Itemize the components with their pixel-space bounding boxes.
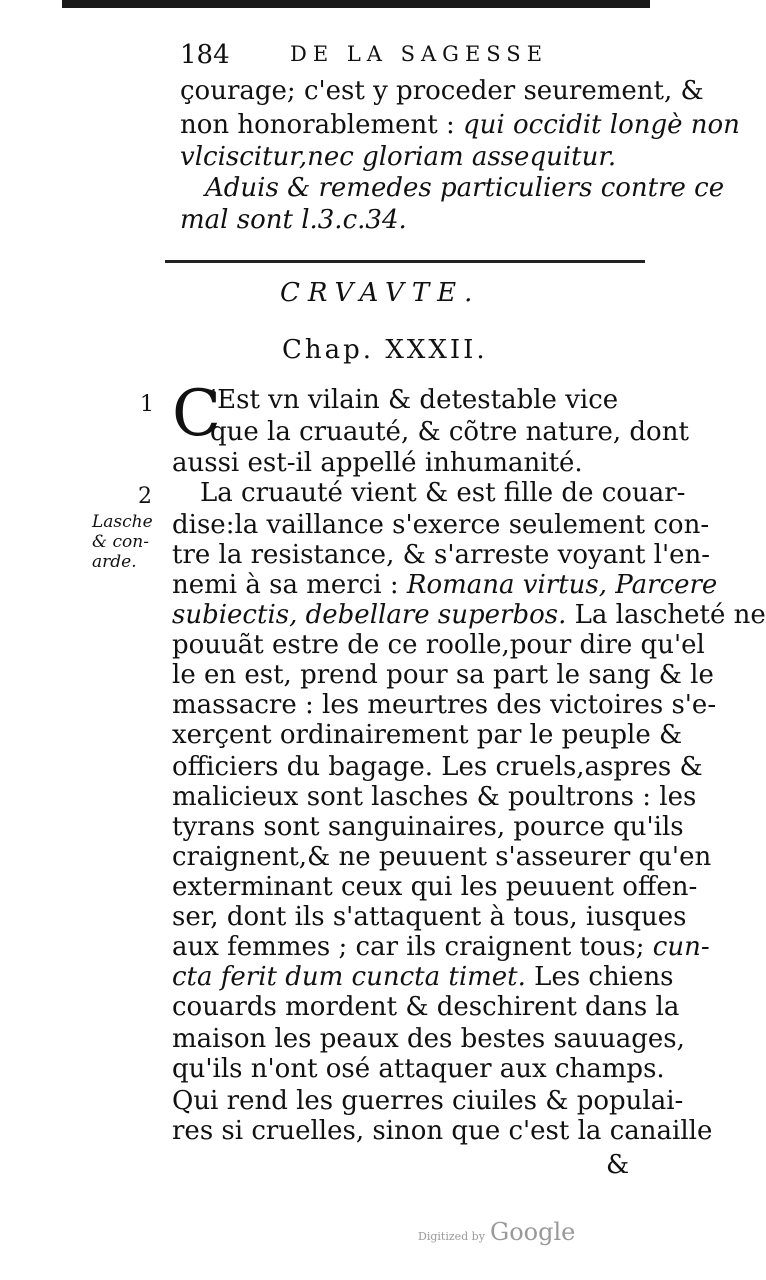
text-line: le en est, prend pour sa part le sang & le bbox=[172, 660, 714, 690]
text-line: aussi est-il appellé inhumanité. bbox=[172, 448, 583, 478]
text-line: craignent,& ne peuuent s'asseurer qu'en bbox=[172, 842, 712, 872]
digitized-watermark bbox=[418, 1218, 575, 1246]
text-line: cta ferit dum cuncta timet. Les chiens bbox=[172, 962, 674, 992]
text-line: malicieux sont lasches & poultrons : les bbox=[172, 782, 697, 812]
text-line: qu'ils n'ont osé attaquer aux champs. bbox=[172, 1054, 665, 1084]
running-header bbox=[180, 40, 635, 76]
text-line: tyrans sont sanguinaires, pource qu'ils bbox=[172, 812, 684, 842]
text-line: res si cruelles, sinon que c'est la canaille bbox=[172, 1116, 713, 1146]
page-number: 184 bbox=[180, 40, 230, 70]
text-line: couards mordent & deschirent dans la bbox=[172, 992, 680, 1022]
text-line: ser, dont ils s'attaquent à tous, iusques bbox=[172, 902, 687, 932]
text-line: maison les peaux des bestes sauuages, bbox=[172, 1024, 685, 1054]
text-line: exterminant ceux qui les peuuent offen- bbox=[172, 872, 698, 902]
text-line: pouuãt estre de ce roolle,pour dire qu'el bbox=[172, 630, 705, 660]
text-line: massacre : les meurtres des victoires s'e- bbox=[172, 690, 717, 720]
scan-edge-bar bbox=[62, 0, 650, 8]
section-rule bbox=[165, 260, 645, 263]
text-line: dise:la vaillance s'exerce seulement con- bbox=[172, 510, 710, 540]
text-line: officiers du bagage. Les cruels,aspres & bbox=[172, 752, 703, 782]
text-line: Qui rend les guerres ciuiles & populai- bbox=[172, 1086, 684, 1116]
text-line: 'Est vn vilain & detestable vice bbox=[210, 385, 619, 415]
running-title: DE LA SAGESSE bbox=[290, 42, 549, 66]
margin-note: Lasche & con- arde. bbox=[92, 512, 153, 572]
text-line: subiectis, debellare superbos. La lascheté ne bbox=[172, 600, 766, 630]
text-line: vlciscitur,nec gloriam assequitur. bbox=[180, 142, 617, 172]
watermark-prefix: Digitized by bbox=[418, 1230, 485, 1243]
advice-line: Aduis & remedes particuliers contre ce bbox=[205, 173, 725, 203]
chapter-number: Chap. XXXII. bbox=[282, 335, 488, 365]
paragraph-number: 2 bbox=[138, 484, 152, 509]
chapter-title: CRVAVTE. bbox=[280, 278, 481, 308]
text-line: nemi à sa merci : Romana virtus, Parcere bbox=[172, 570, 718, 600]
advice-line: mal sont l.3.c.34. bbox=[180, 205, 407, 235]
drop-cap: C bbox=[172, 377, 221, 451]
text-line: non honorablement : qui occidit longè non bbox=[180, 110, 740, 140]
text-line: La cruauté vient & est fille de couar- bbox=[200, 478, 686, 508]
google-logo: Google bbox=[490, 1218, 576, 1246]
text-line: xerçent ordinairement par le peuple & bbox=[172, 720, 683, 750]
catchword: & bbox=[606, 1150, 630, 1180]
text-line: tre la resistance, & s'arreste voyant l'en- bbox=[172, 540, 711, 570]
text-line: çourage; c'est y proceder seurement, & bbox=[180, 76, 704, 106]
text-line: aux femmes ; car ils craignent tous; cun- bbox=[172, 932, 710, 962]
text-line: que la cruauté, & cõtre nature, dont bbox=[210, 417, 689, 447]
paragraph-number: 1 bbox=[140, 392, 154, 417]
